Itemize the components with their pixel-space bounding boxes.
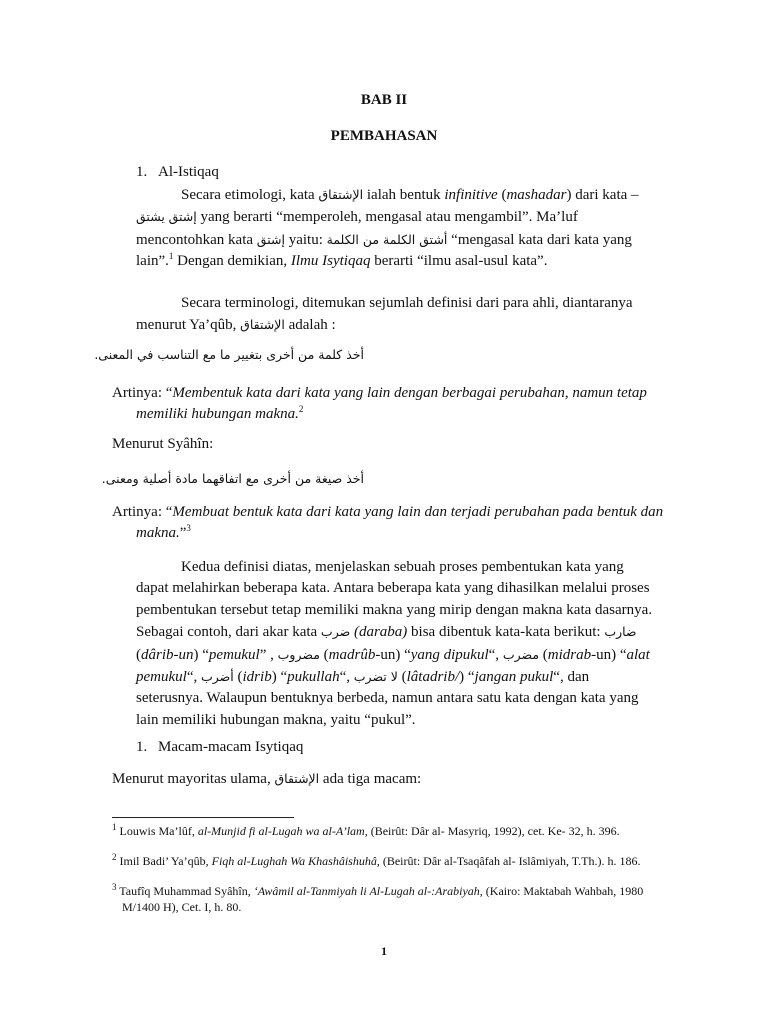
menurut-mayoritas-ulama: Menurut mayoritas ulama, الإشتقاق ada tiga macam:	[112, 771, 422, 787]
section-number: 1.	[136, 164, 148, 180]
section-heading-al-istiqaq: Al-Istiqaq	[158, 164, 219, 180]
arabic-definition-1: أخذ كلمة من أخرى بتغيير ما مع التناسب في المعنى.	[94, 347, 364, 362]
section-heading-macam-isytiqaq: Macam-macam Isytiqaq	[158, 739, 304, 755]
paragraph-terminologi: Secara terminologi, ditemukan sejumlah definisi dari para ahli, diantaranya menurut Ya’qûb, الإشتقاق adalah :	[136, 295, 633, 334]
menurut-syahin: Menurut Syâhîn:	[112, 436, 214, 452]
footnote-divider	[112, 817, 294, 818]
page-number: 1	[381, 944, 387, 958]
paragraph-etimologi: Secara etimologi, kata الإشتقاق ialah bentuk infinitive (mashadar) dari kata – إشتق يشتق yang berarti “memperoleh, mengasal atau mengambil”. Ma’luf mencontohkan kata إشتق yaitu: أشتق الكلمة من الكلمة “mengasal kata dari kata yang lain”.$^1$ Dengan demikian, Ilmu Isytiqaq berarti “ilmu asal-usul kata”.	[136, 187, 639, 270]
section-number: 1.	[136, 739, 148, 755]
footnote-2: $^2$ Imil Badi’ Ya’qûb, Fiqh al-Lughah Wa Khashâishuhâ, (Beirût: Dâr al-Tsaqâfah al- Islâmiyah, T.Th.). h. 186.	[112, 852, 641, 868]
footnote-ref: 3	[186, 523, 191, 534]
chapter-title: PEMBAHASAN	[330, 128, 438, 144]
footnote-ref: 1	[168, 251, 174, 262]
footnote-1: $^1$ Louwis Ma’lûf, al-Munjid fi al-Lugah wa al-A’lam, (Beirût: Dâr al- Masyriq, 1992), cet. Ke- 32, h. 396.	[112, 822, 620, 838]
footnote-ref: 2	[298, 404, 304, 415]
arabic-definition-2: أخذ صيغة من أخرى مع اتفاقهما مادة أصلية ومعنى.	[101, 471, 364, 486]
translation-2: Artinya: “Membuat bentuk kata dari kata yang lain dan terjadi perubahan pada bentuk dan makna.”$^3$	[112, 504, 664, 542]
footnote-3: $^3$ Taufîq Muhammad Syâhîn, ‘Awâmil al-Tanmiyah li Al-Lugah al-:Arabiyah, (Kairo: Maktabah Wahbah, 1980 M/1400 H), Cet. I, h. 80.	[112, 882, 644, 914]
paragraph-contoh: Kedua definisi diatas, menjelaskan sebuah proses pembentukan kata yang dapat melahirkan beberapa kata. Antara beberapa kata yang dihasilkan melalui proses pembentukan tersebut tetap memiliki makna yang mirip dengan makna kata dasarnya. Sebagai contoh, dari akar kata ضرب (daraba) bisa dibentuk kata-kata berikut: ضارب (dârib-un) “pemukul” , مضروب (madrûb-un) “yang dipukul“, مضرب (midrab-un) “alat pemukul“, أضرب (idrib) “pukullah“, لا تضرب (lâtadrib/) “jangan pukul“, dan seterusnya. Walaupun bentuknya berbeda, namun antara satu kata dengan kata yang lain memiliki hubungan makna, yaitu “pukul”.	[136, 559, 653, 728]
translation-1: Artinya: “Membentuk kata dari kata yang lain dengan berbagai perubahan, namun tetap memiliki hubungan makna.$^2$	[112, 385, 647, 423]
chapter-number: BAB II	[360, 92, 408, 108]
